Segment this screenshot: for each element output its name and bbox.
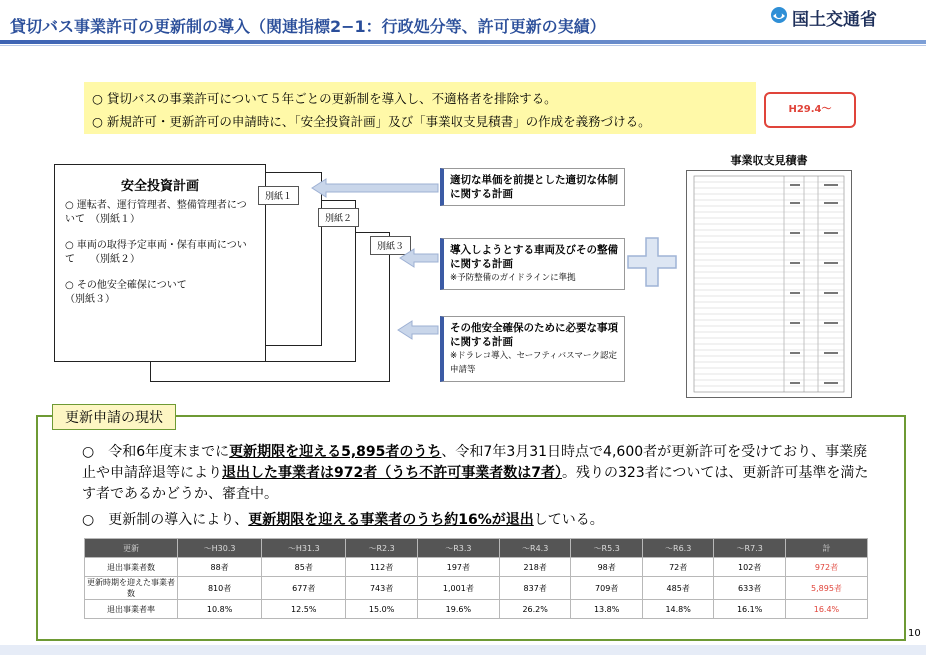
table-cell: 1,001者 [417, 577, 499, 600]
plan-item-1: ○ 運転者、運行管理者、整備管理者について （別紙１） [65, 200, 247, 225]
plus-icon [626, 236, 678, 288]
arrow-left-1 [312, 179, 438, 197]
header-rule-thin [0, 45, 926, 46]
estimate-title: 事業収支見積書 [730, 154, 808, 167]
status-p1-e: 。残りの323者については、更新許可基準を満たす者であるかどうか、審査中。 [82, 465, 869, 502]
callout-2-text: 導入しようとする車両及びその整備に関する計画 [450, 244, 618, 270]
callout-1-text: 適切な単価を前提とした適切な体制に関する計画 [450, 174, 618, 200]
table-cell-total: 16.4% [785, 600, 867, 619]
estimate-document-image [686, 170, 852, 398]
table-cell-total: 972者 [785, 558, 867, 577]
status-label: 更新申請の現状 [52, 404, 176, 430]
table-header: ～R3.3 [417, 539, 499, 558]
table-cell: 98者 [571, 558, 643, 577]
table-cell: 14.8% [642, 600, 714, 619]
arrows-graphic [300, 170, 440, 360]
row-label: 更新時期を迎えた事業者数 [85, 577, 178, 600]
summary-box [84, 82, 756, 134]
arrow-left-2 [400, 249, 438, 267]
table-cell: 85者 [262, 558, 346, 577]
table-cell: 485者 [642, 577, 714, 600]
page-number: 10 [908, 628, 921, 639]
table-cell: 19.6% [417, 600, 499, 619]
results-table [84, 538, 868, 619]
mlit-logo-icon [770, 6, 788, 24]
summary-line-1: ○ 貸切バスの事業許可について５年ごとの更新制を導入し、不適格者を排除する。 [92, 91, 557, 106]
table-row [85, 558, 868, 577]
date-badge: H29.4～ [764, 92, 856, 128]
table-cell-total: 5,895者 [785, 577, 867, 600]
table-cell: 102者 [714, 558, 786, 577]
plan-item-3: ○ その他安全確保について （別紙３） [65, 280, 257, 305]
table-cell: 112者 [346, 558, 418, 577]
status-p2-c: している。 [533, 512, 604, 528]
header-rule [0, 40, 926, 44]
table-cell: 633者 [714, 577, 786, 600]
status-p2-b: 更新期限を迎える事業者のうち約16%が退出 [248, 512, 534, 528]
plan-item-2: ○ 車両の取得予定車両・保有車両について （別紙２） [65, 240, 247, 265]
table-header: ～R7.3 [714, 539, 786, 558]
table-header-row [85, 539, 868, 558]
tab-attachment-3: 別紙３ [370, 236, 411, 255]
table-cell: 197者 [417, 558, 499, 577]
status-p1-d: 退出した事業者は972者（うち不許可事業者数は7者） [222, 465, 562, 481]
footer-band [0, 645, 926, 655]
table-cell: 88者 [178, 558, 262, 577]
row-label: 退出事業者数 [85, 558, 178, 577]
callout-1 [440, 168, 625, 206]
table-row [85, 577, 868, 600]
summary-line-2: ○ 新規許可・更新許可の申請時に、「安全投資計画」及び「事業収支見積書」の作成を義務づける。 [92, 114, 651, 129]
row-label: 退出事業者率 [85, 600, 178, 619]
arrow-left-3 [398, 321, 438, 339]
table-cell: 709者 [571, 577, 643, 600]
callout-3-text: その他安全確保のために必要な事項に関する計画 [450, 322, 618, 348]
table-row [85, 600, 868, 619]
table-cell: 15.0% [346, 600, 418, 619]
table-cell: 743者 [346, 577, 418, 600]
plan-paper [54, 164, 266, 362]
status-p1-a: ○ 令和6年度末までに [82, 444, 230, 460]
callout-3-note: ※ドラレコ導入、セーフティバスマーク認定申請等 [450, 351, 618, 375]
callout-2 [440, 238, 625, 290]
tab-attachment-1: 別紙１ [258, 186, 299, 205]
ministry-name: 国土交通省 [792, 10, 877, 30]
table-header: ～R2.3 [346, 539, 418, 558]
table-header: ～R6.3 [642, 539, 714, 558]
table-cell: 837者 [499, 577, 571, 600]
table-header: 更新 [85, 539, 178, 558]
table-cell: 810者 [178, 577, 262, 600]
table-cell: 26.2% [499, 600, 571, 619]
plan-title: 安全投資計画 [120, 179, 199, 194]
table-cell: 677者 [262, 577, 346, 600]
table-header: ～H31.3 [262, 539, 346, 558]
status-paragraph-2 [82, 510, 872, 531]
tab-attachment-2: 別紙２ [318, 208, 359, 227]
table-header: ～H30.3 [178, 539, 262, 558]
table-header: ～R4.3 [499, 539, 571, 558]
status-p1-c: 、令和7年3月31日時点で4,600者が更新許可を受けており、事業廃止や申請辞退等により [82, 444, 868, 481]
table-cell: 218者 [499, 558, 571, 577]
status-paragraph-1 [82, 442, 872, 505]
table-cell: 12.5% [262, 600, 346, 619]
page-title: 貸切バス事業許可の更新制の導入（関連指標2−1：行政処分等、許可更新の実績） [10, 17, 606, 36]
table-cell: 16.1% [714, 600, 786, 619]
callout-2-note: ※予防整備のガイドラインに準拠 [450, 273, 576, 283]
table-header: ～R5.3 [571, 539, 643, 558]
table-cell: 10.8% [178, 600, 262, 619]
table-cell: 13.8% [571, 600, 643, 619]
callout-3 [440, 316, 625, 382]
status-p1-b: 更新期限を迎える5,895者のうち [229, 444, 442, 460]
table-cell: 72者 [642, 558, 714, 577]
table-header-total: 計 [785, 539, 867, 558]
status-p2-a: ○ 更新制の導入により、 [82, 512, 249, 528]
